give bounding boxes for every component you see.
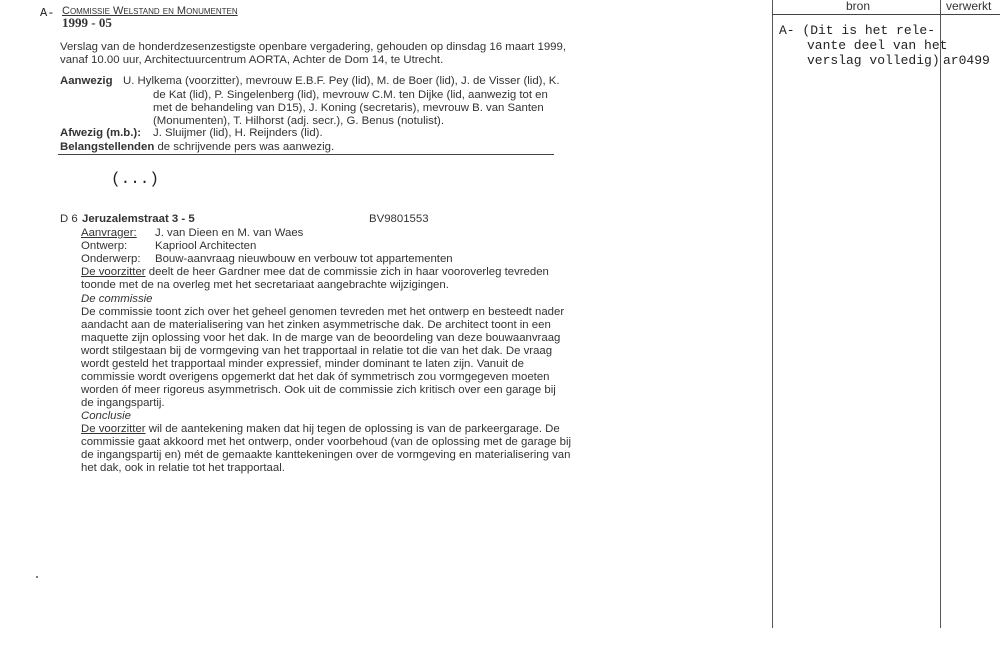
commission-line: commissie wordt overigens opgemerkt dat het dak óf symmetrisch zou vormgegeven moeten bbox=[81, 371, 550, 383]
absent-text: J. Sluijmer (lid), H. Reijnders (lid). bbox=[153, 127, 323, 139]
commission-line: maquette zijn oplossing voor het dak. In de marge van de beoordeling van deze bouwaanvraag bbox=[81, 332, 561, 344]
margin-note-line-3: verslag volledig) bbox=[807, 53, 940, 68]
present-line-1: U. Hylkema (voorzitter), mevrouw E.B.F. Pey (lid), M. de Boer (lid), J. de Visser (lid), K. bbox=[123, 75, 560, 87]
interested-text: de schrijvende pers was aanwezig. bbox=[154, 141, 335, 153]
column-header-bron: bron bbox=[846, 0, 871, 13]
intro-line-2: vanaf 10.00 uur, Architectuurcentrum AORTA, Achter de Dom 14, te Utrecht. bbox=[60, 54, 444, 66]
attendance-divider bbox=[58, 154, 554, 155]
design-label: Ontwerp: bbox=[81, 240, 128, 252]
present-label: Aanwezig bbox=[60, 75, 113, 87]
margin-rule-left bbox=[772, 0, 773, 628]
conclusion-chair-label: De voorzitter bbox=[81, 423, 146, 435]
margin-note-line-2: vante deel van het bbox=[807, 38, 948, 53]
conclusion-heading: Conclusie bbox=[81, 410, 132, 422]
conclusion-text: wil de aantekening maken dat hij tegen de oplossing is van de parkeergarage. De bbox=[145, 423, 560, 435]
conclusion-line: de ingangspartij en) mét de gemaakte kanttekeningen over de vormgeving en materialisering van bbox=[81, 449, 571, 461]
commission-line: de ingangspartij. bbox=[81, 397, 165, 409]
subject-label: Onderwerp: bbox=[81, 253, 141, 265]
absent-label: Afwezig (m.b.): bbox=[60, 127, 141, 139]
applicant-value: J. van Dieen en M. van Waes bbox=[155, 227, 304, 239]
intro-line-1: Verslag van de honderdzesenzestigste openbare vergadering, gehouden op dinsdag 16 maart 1999, bbox=[60, 41, 566, 53]
commission-title: Commissie Welstand en Monumenten bbox=[62, 5, 238, 17]
column-header-verwerkt: verwerkt bbox=[946, 0, 992, 13]
chair-label: De voorzitter bbox=[81, 266, 146, 278]
margin-marker: A- bbox=[40, 6, 55, 20]
applicant-label: Aanvrager: bbox=[81, 227, 137, 239]
commission-line: De commissie toont zich over het geheel genomen tevreden met het ontwerp en besteedt nader bbox=[81, 306, 565, 318]
commission-line: wordt stilgestaan bij de vormgeving van het trapportaal in relatie tot die van het dak. De vraag bbox=[81, 345, 553, 357]
item-code: D 6 bbox=[60, 213, 78, 225]
present-line-4: (Monumenten), T. Hilhorst (adj. secr.), G. Benus (notulist). bbox=[153, 115, 444, 127]
commission-line: aandacht aan de materialisering van het zinken asymmetrische dak. De architect toont in een bbox=[81, 319, 551, 331]
conclusion-line: commissie gaat akkoord met het ontwerp, onder voorbehoud (van de oplossing met de garage bij bbox=[81, 436, 572, 448]
commission-heading: De commissie bbox=[81, 293, 153, 305]
present-line-2: de Kat (lid), P. Singelenberg (lid), mevrouw C.M. ten Dijke (lid, aanwezig tot en bbox=[153, 89, 548, 101]
chair-statement-line-2: toonde met de na overleg met het secretariaat aangebrachte wijzigingen. bbox=[81, 279, 449, 291]
item-number: BV9801553 bbox=[369, 213, 429, 225]
design-value: Kapriool Architecten bbox=[155, 240, 257, 252]
chair-text: deelt de heer Gardner mee dat de commissie zich in haar vooroverleg tevreden bbox=[145, 266, 549, 278]
margin-header-rule bbox=[772, 14, 1000, 15]
margin-note-line-1: A- (Dit is het rele- bbox=[779, 23, 936, 38]
interested-label: Belangstellenden bbox=[60, 141, 155, 153]
report-reference: 1999 - 05 bbox=[62, 15, 112, 30]
commission-line: worden óf meer rigoreus asymmetrisch. Ook uit de commissie zich kritisch over een garage bij bbox=[81, 384, 556, 396]
interested-line bbox=[60, 140, 334, 155]
subject-value: Bouw-aanvraag nieuwbouw en verbouw tot appartementen bbox=[155, 253, 453, 265]
scan-speck bbox=[36, 576, 38, 578]
omission-ellipsis: (...) bbox=[111, 170, 160, 188]
margin-code: ar0499 bbox=[943, 53, 990, 68]
present-line-3: met de behandeling van D15), J. Koning (secretaris), mevrouw B. van Santen bbox=[153, 102, 544, 114]
item-title: Jeruzalemstraat 3 - 5 bbox=[82, 213, 195, 225]
conclusion-line: het dak, ook in relatie tot het trapportaal. bbox=[81, 462, 285, 474]
commission-line: wordt gesteld het trapportaal minder expressief, minder dominant te laten zijn. Vanuit de bbox=[81, 358, 524, 370]
margin-rule-middle bbox=[940, 0, 941, 628]
